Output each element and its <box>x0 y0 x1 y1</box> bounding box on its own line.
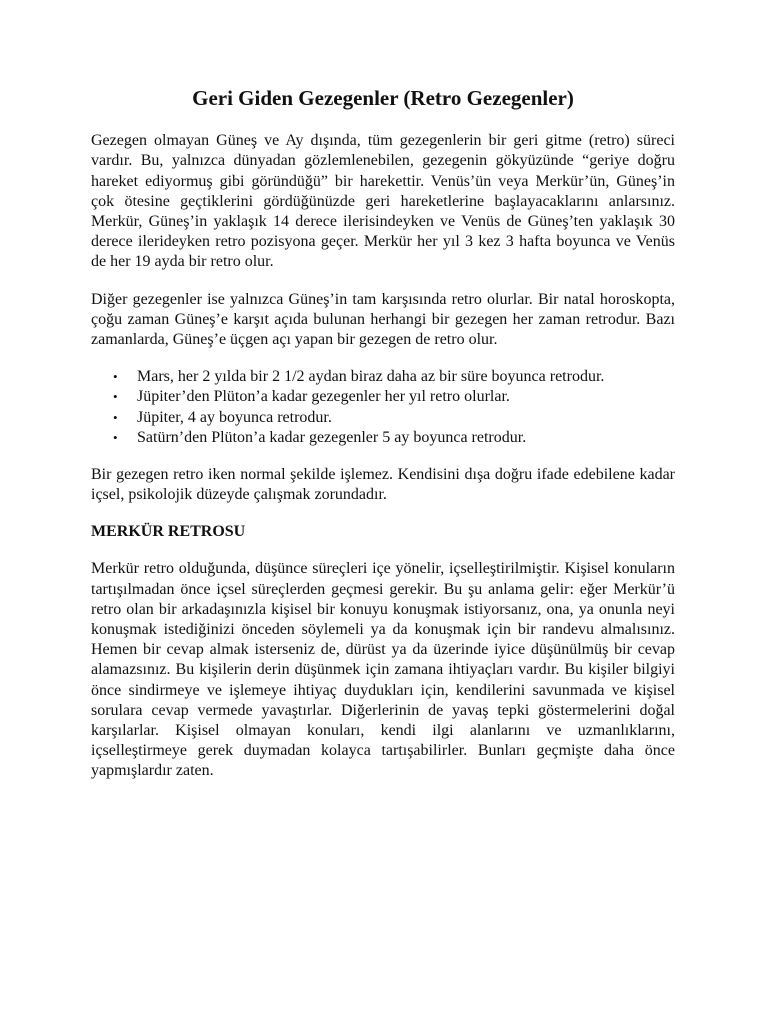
section-heading: MERKÜR RETROSU <box>91 523 246 541</box>
retro-effect-paragraph: Bir gezegen retro iken normal şekilde işlemez. Kendisini dışa doğru ifade edebilene kadar içsel, psikolojik düzeyde çalışmak zorundadır. <box>91 466 675 504</box>
list-item <box>113 428 675 448</box>
second-paragraph: Diğer gezegenler ise yalnızca Güneş’in tam karşısında retro olurlar. Bir natal horoskopta, çoğu zaman Güneş’e karşıt açıda bulunan herhangi bir gezegen her zaman retrodur. Bazı zamanlarda, Güneş’e üçgen açı yapan bir gezegen de retro olur. <box>91 290 675 349</box>
list-item-text: Jüpiter, 4 ay boyunca retrodur. <box>137 408 332 426</box>
list-item <box>113 387 675 407</box>
bullet-icon: • <box>113 409 118 425</box>
list-item-text: Mars, her 2 yılda bir 2 1/2 aydan biraz daha az bir süre boyunca retrodur. <box>137 368 605 386</box>
mercury-retro-paragraph: Merkür retro olduğunda, düşünce süreçleri içe yönelir, içselleştirilmiştir. Kişisel konuların tartışılmadan önce içsel süreçlerden geçmesi gerekir. Bu şu anlama gelir: eğer Merkür’ü retro olan bir arkadaşınızla kişisel bir konuyu konuşmak istiyorsanız, ona, ya onunla neyi konuşmak istediğinizi önceden söylemeli ya da konuşmak için bir randevu almalısınız. Hemen bir cevap almak isterseniz de, dürüst ya da üzerinde iyice düşünülmüş bir cevap alamazsınız. Bu kişilerin derin düşünmek için zamana ihtiyaçları vardır. Bu kişiler bilgiyi önce sindirmeye ve işlemeye ihtiyaç duydukları için, kendilerini savunmada ve kişisel sorulara cevap vermede yavaştırlar. Diğerlerinin de yavaş tepki göstermelerini doğal karşılarlar. Kişisel olmayan konuları, kendi ilgi alanlarını ve uzmanlıklarını, içselleştirmeye gerek duymadan kolayca tartışabilirler. Bunları geçmişte daha önce yapmışlardır zaten. <box>91 560 675 780</box>
retro-periods-list <box>91 367 675 448</box>
bullet-icon: • <box>113 369 118 385</box>
document-title: Geri Giden Gezegenler (Retro Gezegenler) <box>192 86 574 110</box>
document-page <box>91 86 675 799</box>
list-item-text: Satürn’den Plüton’a kadar gezegenler 5 ay boyunca retrodur. <box>137 428 527 446</box>
list-item <box>113 408 675 428</box>
list-item-text: Jüpiter’den Plüton’a kadar gezegenler her yıl retro olurlar. <box>137 388 510 406</box>
intro-paragraph: Gezegen olmayan Güneş ve Ay dışında, tüm gezegenlerin bir geri gitme (retro) süreci vardır. Bu, yalnızca dünyadan gözlemlenebilen, gezegenin gökyüzünde “geriye doğru hareket ediyormuş gibi göründüğü” bir harekettir. Venüs’ün veya Merkür’ün, Güneş’in çok ötesine geçtiklerini gördüğünüzde geri hareketlerine başlayacaklarını anlarsınız. Merkür, Güneş’in yaklaşık 14 derece ilerisindeyken ve Venüs de Güneş’ten yaklaşık 30 derece ilerideyken retro pozisyona geçer. Merkür her yıl 3 kez 3 hafta boyunca ve Venüs de her 19 ayda bir retro olur. <box>91 132 675 271</box>
bullet-icon: • <box>113 429 118 445</box>
bullet-icon: • <box>113 389 118 405</box>
list-item <box>113 367 675 387</box>
